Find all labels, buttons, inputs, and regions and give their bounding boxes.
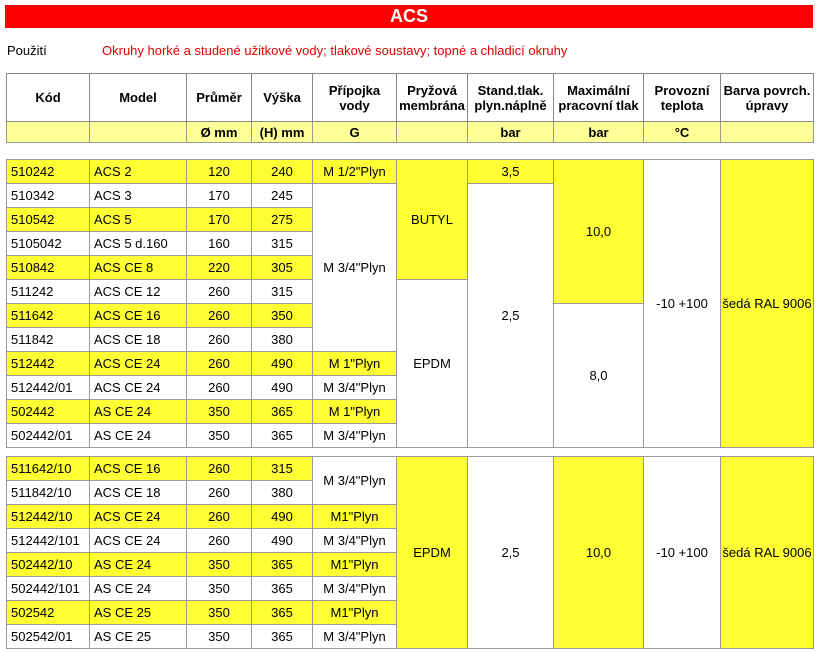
- page-title: ACS: [5, 5, 813, 28]
- model-cell: ACS CE 18: [90, 481, 187, 505]
- diameter-cell: 350: [187, 577, 252, 601]
- diameter-cell: 350: [187, 553, 252, 577]
- height-cell: 315: [252, 232, 313, 256]
- code-cell: 510242: [7, 160, 90, 184]
- std-pressure-cell: 2,5: [468, 184, 554, 448]
- height-cell: 275: [252, 208, 313, 232]
- diameter-cell: 350: [187, 601, 252, 625]
- max-pressure-cell: 10,0: [554, 457, 644, 649]
- model-cell: AS CE 24: [90, 424, 187, 448]
- model-cell: AS CE 24: [90, 553, 187, 577]
- height-cell: 380: [252, 481, 313, 505]
- membrane-cell: BUTYL: [397, 160, 468, 280]
- height-cell: 365: [252, 553, 313, 577]
- header-diameter: Průměr: [187, 74, 252, 122]
- code-cell: 510342: [7, 184, 90, 208]
- product-table-group-2: [6, 456, 814, 649]
- code-cell: 511642: [7, 304, 90, 328]
- unit-diameter: Ø mm: [187, 122, 252, 143]
- diameter-cell: 350: [187, 625, 252, 649]
- code-cell: 511842/10: [7, 481, 90, 505]
- connection-cell: M 1"Plyn: [313, 400, 397, 424]
- header-membrane: Pryžová membrána: [397, 74, 468, 122]
- code-cell: 512442/10: [7, 505, 90, 529]
- code-cell: 502442/101: [7, 577, 90, 601]
- model-cell: AS CE 25: [90, 625, 187, 649]
- code-cell: 512442/01: [7, 376, 90, 400]
- code-cell: 502442: [7, 400, 90, 424]
- diameter-cell: 260: [187, 529, 252, 553]
- std-pressure-cell: 3,5: [468, 160, 554, 184]
- height-cell: 240: [252, 160, 313, 184]
- height-cell: 490: [252, 352, 313, 376]
- diameter-cell: 260: [187, 304, 252, 328]
- code-cell: 511242: [7, 280, 90, 304]
- membrane-cell: EPDM: [397, 280, 468, 448]
- unit-height: (H) mm: [252, 122, 313, 143]
- model-cell: AS CE 25: [90, 601, 187, 625]
- code-cell: 5105042: [7, 232, 90, 256]
- height-cell: 315: [252, 457, 313, 481]
- diameter-cell: 170: [187, 208, 252, 232]
- unit-model: [90, 122, 187, 143]
- header-color: Barva povrch. úpravy: [721, 74, 814, 122]
- connection-cell: M 3/4"Plyn: [313, 529, 397, 553]
- model-cell: ACS 5: [90, 208, 187, 232]
- unit-code: [7, 122, 90, 143]
- diameter-cell: 260: [187, 505, 252, 529]
- diameter-cell: 170: [187, 184, 252, 208]
- height-cell: 365: [252, 400, 313, 424]
- header-max-pressure: Maximální pracovní tlak: [554, 74, 644, 122]
- model-cell: AS CE 24: [90, 577, 187, 601]
- code-cell: 502442/10: [7, 553, 90, 577]
- code-cell: 511642/10: [7, 457, 90, 481]
- unit-membrane: [397, 122, 468, 143]
- unit-connection: G: [313, 122, 397, 143]
- header-code: Kód: [7, 74, 90, 122]
- connection-cell: M 3/4"Plyn: [313, 577, 397, 601]
- model-cell: ACS CE 24: [90, 352, 187, 376]
- model-cell: ACS CE 24: [90, 376, 187, 400]
- model-cell: ACS CE 16: [90, 304, 187, 328]
- usage-label: Použití: [7, 43, 47, 58]
- model-cell: AS CE 24: [90, 400, 187, 424]
- max-pressure-cell: 8,0: [554, 304, 644, 448]
- diameter-cell: 260: [187, 280, 252, 304]
- connection-cell: M 1"Plyn: [313, 352, 397, 376]
- temperature-cell: -10 +100: [644, 160, 721, 448]
- header-connection: Přípojka vody: [313, 74, 397, 122]
- height-cell: 305: [252, 256, 313, 280]
- diameter-cell: 260: [187, 352, 252, 376]
- color-cell: šedá RAL 9006: [721, 160, 814, 448]
- height-cell: 315: [252, 280, 313, 304]
- code-cell: 512442/101: [7, 529, 90, 553]
- header-std-pressure: Stand.tlak. plyn.náplně: [468, 74, 554, 122]
- model-cell: ACS CE 24: [90, 505, 187, 529]
- height-cell: 490: [252, 376, 313, 400]
- height-cell: 365: [252, 577, 313, 601]
- membrane-cell: EPDM: [397, 457, 468, 649]
- code-cell: 510542: [7, 208, 90, 232]
- connection-cell: M 3/4"Plyn: [313, 376, 397, 400]
- connection-cell: M 3/4"Plyn: [313, 184, 397, 352]
- diameter-cell: 120: [187, 160, 252, 184]
- diameter-cell: 260: [187, 457, 252, 481]
- diameter-cell: 260: [187, 481, 252, 505]
- diameter-cell: 260: [187, 328, 252, 352]
- std-pressure-cell: 2,5: [468, 457, 554, 649]
- model-cell: ACS CE 8: [90, 256, 187, 280]
- code-cell: 502442/01: [7, 424, 90, 448]
- code-cell: 511842: [7, 328, 90, 352]
- height-cell: 365: [252, 601, 313, 625]
- model-cell: ACS CE 12: [90, 280, 187, 304]
- height-cell: 365: [252, 424, 313, 448]
- code-cell: 512442: [7, 352, 90, 376]
- code-cell: 502542: [7, 601, 90, 625]
- height-cell: 245: [252, 184, 313, 208]
- model-cell: ACS 3: [90, 184, 187, 208]
- color-cell: šedá RAL 9006: [721, 457, 814, 649]
- code-cell: 510842: [7, 256, 90, 280]
- connection-cell: M1"Plyn: [313, 505, 397, 529]
- connection-cell: M 1/2"Plyn: [313, 160, 397, 184]
- header-temperature: Provozní teplota: [644, 74, 721, 122]
- connection-cell: M1"Plyn: [313, 601, 397, 625]
- height-cell: 490: [252, 505, 313, 529]
- temperature-cell: -10 +100: [644, 457, 721, 649]
- connection-cell: M 3/4"Plyn: [313, 424, 397, 448]
- height-cell: 490: [252, 529, 313, 553]
- header-model: Model: [90, 74, 187, 122]
- code-cell: 502542/01: [7, 625, 90, 649]
- unit-std-pressure: bar: [468, 122, 554, 143]
- header-height: Výška: [252, 74, 313, 122]
- connection-cell: M 3/4"Plyn: [313, 625, 397, 649]
- table-row: [7, 457, 814, 481]
- model-cell: ACS CE 24: [90, 529, 187, 553]
- model-cell: ACS CE 16: [90, 457, 187, 481]
- diameter-cell: 160: [187, 232, 252, 256]
- header-table: [6, 73, 814, 143]
- height-cell: 350: [252, 304, 313, 328]
- connection-cell: M 3/4"Plyn: [313, 457, 397, 505]
- unit-color: [721, 122, 814, 143]
- model-cell: ACS 2: [90, 160, 187, 184]
- height-cell: 365: [252, 625, 313, 649]
- diameter-cell: 350: [187, 424, 252, 448]
- unit-max-pressure: bar: [554, 122, 644, 143]
- model-cell: ACS 5 d.160: [90, 232, 187, 256]
- unit-temperature: °C: [644, 122, 721, 143]
- diameter-cell: 260: [187, 376, 252, 400]
- diameter-cell: 220: [187, 256, 252, 280]
- connection-cell: M1"Plyn: [313, 553, 397, 577]
- height-cell: 380: [252, 328, 313, 352]
- usage-text: Okruhy horké a studené užitkové vody; tlakové soustavy; topné a chladicí okruhy: [102, 43, 568, 58]
- product-table-group-1: [6, 159, 814, 448]
- max-pressure-cell: 10,0: [554, 160, 644, 304]
- diameter-cell: 350: [187, 400, 252, 424]
- table-row: [7, 160, 814, 184]
- model-cell: ACS CE 18: [90, 328, 187, 352]
